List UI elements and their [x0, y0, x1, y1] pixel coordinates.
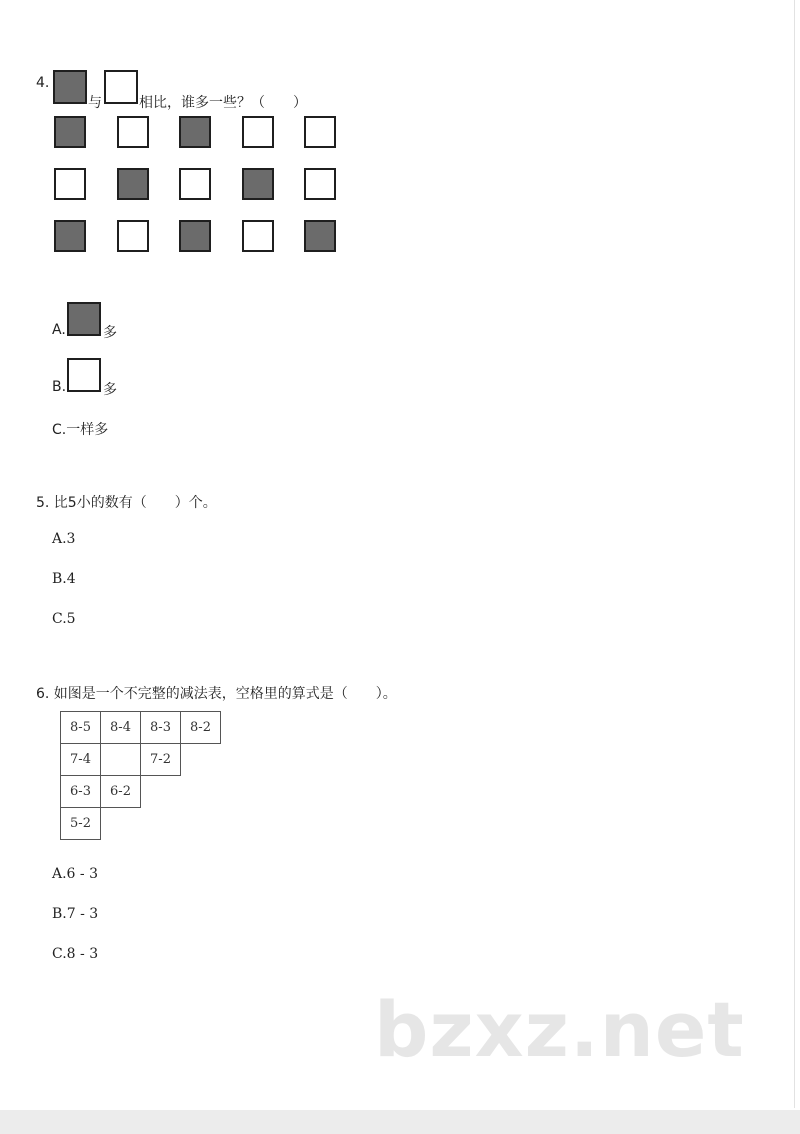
table-cell: 8-3	[141, 712, 181, 744]
filled-square-icon	[54, 220, 86, 252]
empty-square-icon	[304, 116, 336, 148]
q5-option-c[interactable]: C.5	[52, 611, 76, 627]
q4-question-text: 相比，谁多一些？（ ）	[139, 95, 307, 111]
q6-question-text: 6. 如图是一个不完整的减法表，空格里的算式是（ ）。	[36, 686, 397, 702]
table-cell-none	[181, 776, 221, 808]
q4-option-c-letter: C.	[52, 422, 67, 438]
q6-option-c[interactable]: C.8 - 3	[52, 946, 99, 962]
empty-square-icon	[304, 168, 336, 200]
q4-option-b-suffix: 多	[103, 382, 117, 398]
viewer-bottom-bar	[0, 1110, 800, 1134]
table-cell-none	[181, 808, 221, 840]
empty-square-icon	[242, 116, 274, 148]
table-cell: 7-4	[61, 744, 101, 776]
q5-option-b[interactable]: B.4	[52, 571, 76, 587]
q5-option-a[interactable]: A.3	[52, 531, 76, 547]
watermark-logo: bzxz.net	[374, 985, 745, 1074]
filled-square-icon	[304, 220, 336, 252]
table-row	[61, 712, 221, 744]
table-cell: 6-3	[61, 776, 101, 808]
q4-option-b-empty-square-icon	[67, 358, 101, 392]
filled-square-icon	[242, 168, 274, 200]
filled-square-icon	[54, 116, 86, 148]
q4-filled-square-icon	[53, 70, 87, 104]
table-cell: 7-2	[141, 744, 181, 776]
q4-option-a-filled-square-icon	[67, 302, 101, 336]
filled-square-icon	[117, 168, 149, 200]
q4-empty-square-icon	[104, 70, 138, 104]
table-cell: 8-4	[101, 712, 141, 744]
q4-option-b-letter[interactable]: B.	[52, 379, 67, 395]
q4-option-a-suffix: 多	[103, 325, 117, 341]
table-cell-none	[141, 776, 181, 808]
empty-square-icon	[242, 220, 274, 252]
q6-option-b[interactable]: B.7 - 3	[52, 906, 99, 922]
table-cell-none	[181, 744, 221, 776]
table-cell: 8-5	[61, 712, 101, 744]
table-row	[61, 776, 221, 808]
empty-square-icon	[117, 220, 149, 252]
q6-option-a[interactable]: A.6 - 3	[52, 866, 99, 882]
q4-with-text: 与	[88, 95, 102, 111]
table-cell: 6-2	[101, 776, 141, 808]
q4-option-c-text: 一样多	[66, 422, 109, 438]
q4-option-c[interactable]	[52, 419, 108, 439]
filled-square-icon	[179, 116, 211, 148]
table-cell-none	[141, 808, 181, 840]
subtraction-table	[60, 711, 221, 840]
q4-number: 4.	[36, 75, 50, 91]
q4-option-a-letter[interactable]: A.	[52, 322, 66, 338]
table-cell: 5-2	[61, 808, 101, 840]
q5-question-text: 5. 比5小的数有（ ）个。	[36, 495, 217, 511]
table-cell-blank	[101, 744, 141, 776]
empty-square-icon	[54, 168, 86, 200]
table-cell: 8-2	[181, 712, 221, 744]
empty-square-icon	[179, 168, 211, 200]
table-row	[61, 744, 221, 776]
filled-square-icon	[179, 220, 211, 252]
table-row	[61, 808, 221, 840]
empty-square-icon	[117, 116, 149, 148]
table-cell-none	[101, 808, 141, 840]
